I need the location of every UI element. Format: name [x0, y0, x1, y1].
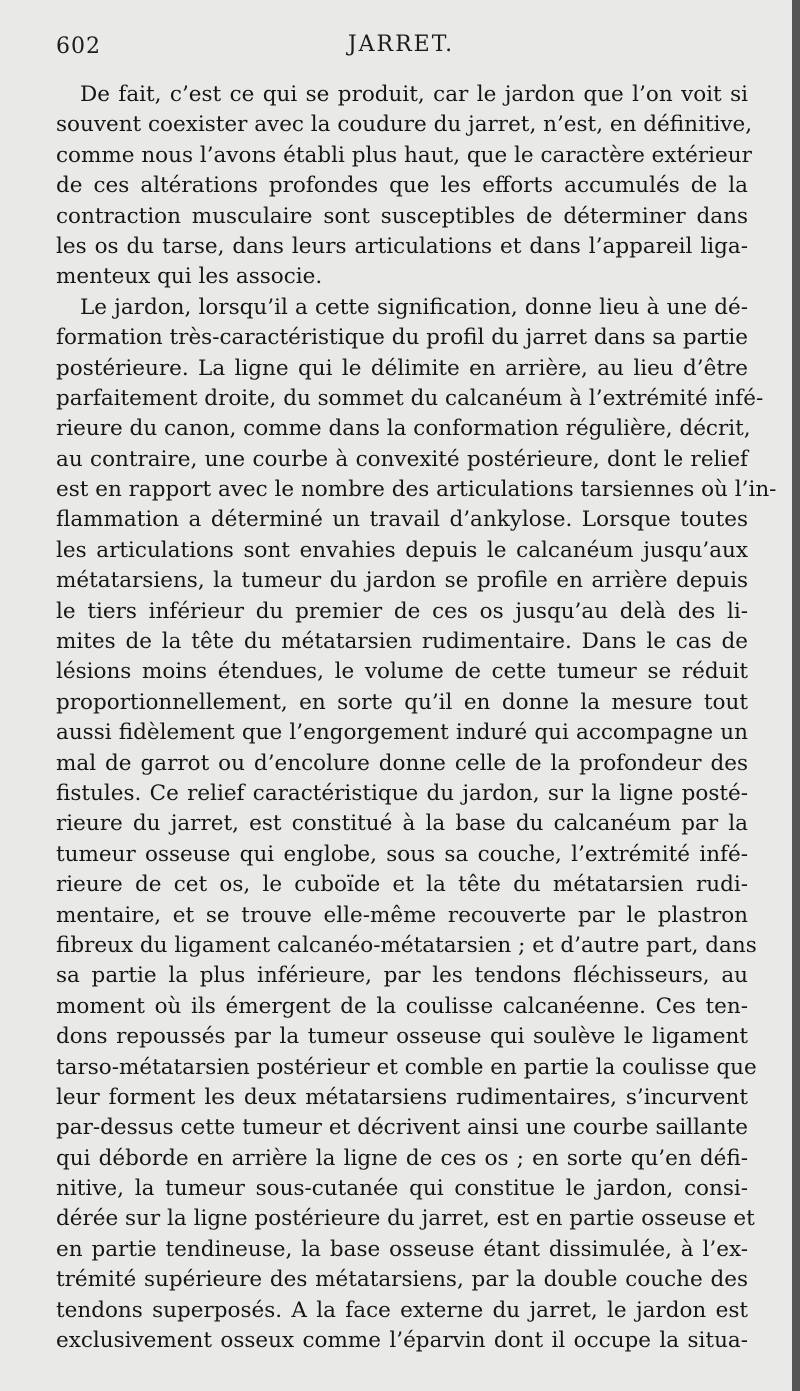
text-line: proportionnellement, en sorte qu’il en donne la mesure tout: [56, 689, 748, 715]
page-edge-shadow: [792, 0, 800, 1391]
text-line: de ces altérations profondes que les efforts accumulés de la: [56, 173, 748, 199]
body-text: [56, 80, 777, 1356]
page-header: [56, 30, 746, 60]
text-line: fistules. Ce relief caractéristique du jardon, sur la ligne posté-: [56, 780, 748, 806]
text-line: lésions moins étendues, le volume de cette tumeur se réduit: [56, 659, 748, 685]
text-line: fibreux du ligament calcanéo-métatarsien ; et d’autre part, dans: [56, 932, 757, 958]
text-line: les articulations sont envahies depuis le calcanéum jusqu’aux: [56, 537, 748, 563]
text-line: mal de garrot ou d’encolure donne celle de la profondeur des: [56, 750, 748, 776]
text-line: flammation a déterminé un travail d’ankylose. Lorsque toutes: [56, 507, 748, 533]
text-line: métatarsiens, la tumeur du jardon se profile en arrière depuis: [56, 568, 748, 594]
text-line: trémité supérieure des métatarsiens, par la double couche des: [56, 1267, 748, 1293]
text-line: formation très-caractéristique du profil du jarret dans sa partie: [56, 325, 748, 351]
text-line: rieure du jarret, est constitué à la base du calcanéum par la: [56, 811, 748, 837]
text-line: mentaire, et se trouve elle-même recouverte par le plastron: [56, 902, 748, 928]
text-line: nitive, la tumeur sous-cutanée qui constitue le jardon, consi-: [56, 1176, 748, 1202]
paragraph-2: [56, 293, 777, 1357]
text-line: les os du tarse, dans leurs articulations et dans l’appareil liga-: [56, 233, 748, 259]
text-line: leur forment les deux métatarsiens rudimentaires, s’incurvent: [56, 1084, 748, 1110]
page-number: 602: [56, 34, 101, 59]
text-line: menteux qui les associe.: [56, 264, 323, 290]
text-line: De fait, c’est ce qui se produit, car le jardon que l’on voit si: [80, 82, 748, 107]
text-line: moment où ils émergent de la coulisse calcanéenne. Ces ten-: [56, 993, 748, 1019]
text-line: qui déborde en arrière la ligne de ces os ; en sorte qu’en défi-: [56, 1145, 748, 1171]
text-line: est en rapport avec le nombre des articulations tarsiennes où l’in-: [56, 477, 777, 503]
text-line: comme nous l’avons établi plus haut, que le caractère extérieur: [56, 142, 752, 168]
text-line: tarso-métatarsien postérieur et comble en partie la coulisse que: [56, 1054, 757, 1080]
text-line: mites de la tête du métatarsien rudimentaire. Dans le cas de: [56, 629, 748, 655]
text-line: parfaitement droite, du sommet du calcanéum à l’extrémité infé-: [56, 385, 764, 411]
text-line: le tiers inférieur du premier de ces os jusqu’au delà des li-: [56, 598, 748, 624]
text-line: contraction musculaire sont susceptibles de déterminer dans: [56, 203, 748, 229]
paragraph-1: [56, 80, 753, 293]
text-line: tendons superposés. A la face externe du jarret, le jardon est: [56, 1297, 748, 1323]
text-line: aussi fidèlement que l’engorgement induré qui accompagne un: [56, 720, 748, 746]
text-line: sa partie la plus inférieure, par les tendons fléchisseurs, au: [56, 963, 748, 989]
text-line: rieure de cet os, le cuboïde et la tête du métatarsien rudi-: [56, 872, 748, 898]
text-line: Le jardon, lorsqu’il a cette signification, donne lieu à une dé-: [80, 294, 748, 320]
text-line: dons repoussés par la tumeur osseuse qui soulève le ligament: [56, 1024, 748, 1050]
text-line: tumeur osseuse qui englobe, sous sa couche, l’extrémité infé-: [56, 841, 748, 867]
text-line: en partie tendineuse, la base osseuse étant dissimulée, à l’ex-: [56, 1236, 748, 1262]
text-line: dérée sur la ligne postérieure du jarret, est en partie osseuse et: [56, 1206, 755, 1232]
text-line: postérieure. La ligne qui le délimite en arrière, au lieu d’être: [56, 355, 748, 381]
text-line: au contraire, une courbe à convexité postérieure, dont le relief: [56, 446, 748, 472]
text-line: exclusivement osseux comme l’éparvin dont il occupe la situa-: [56, 1328, 748, 1354]
text-line: rieure du canon, comme dans la conformation régulière, décrit,: [56, 416, 751, 442]
running-head: JARRET.: [347, 32, 455, 57]
text-line: par-dessus cette tumeur et décrivent ainsi une courbe saillante: [56, 1115, 748, 1141]
text-line: souvent coexister avec la coudure du jarret, n’est, en définitive,: [56, 112, 753, 138]
